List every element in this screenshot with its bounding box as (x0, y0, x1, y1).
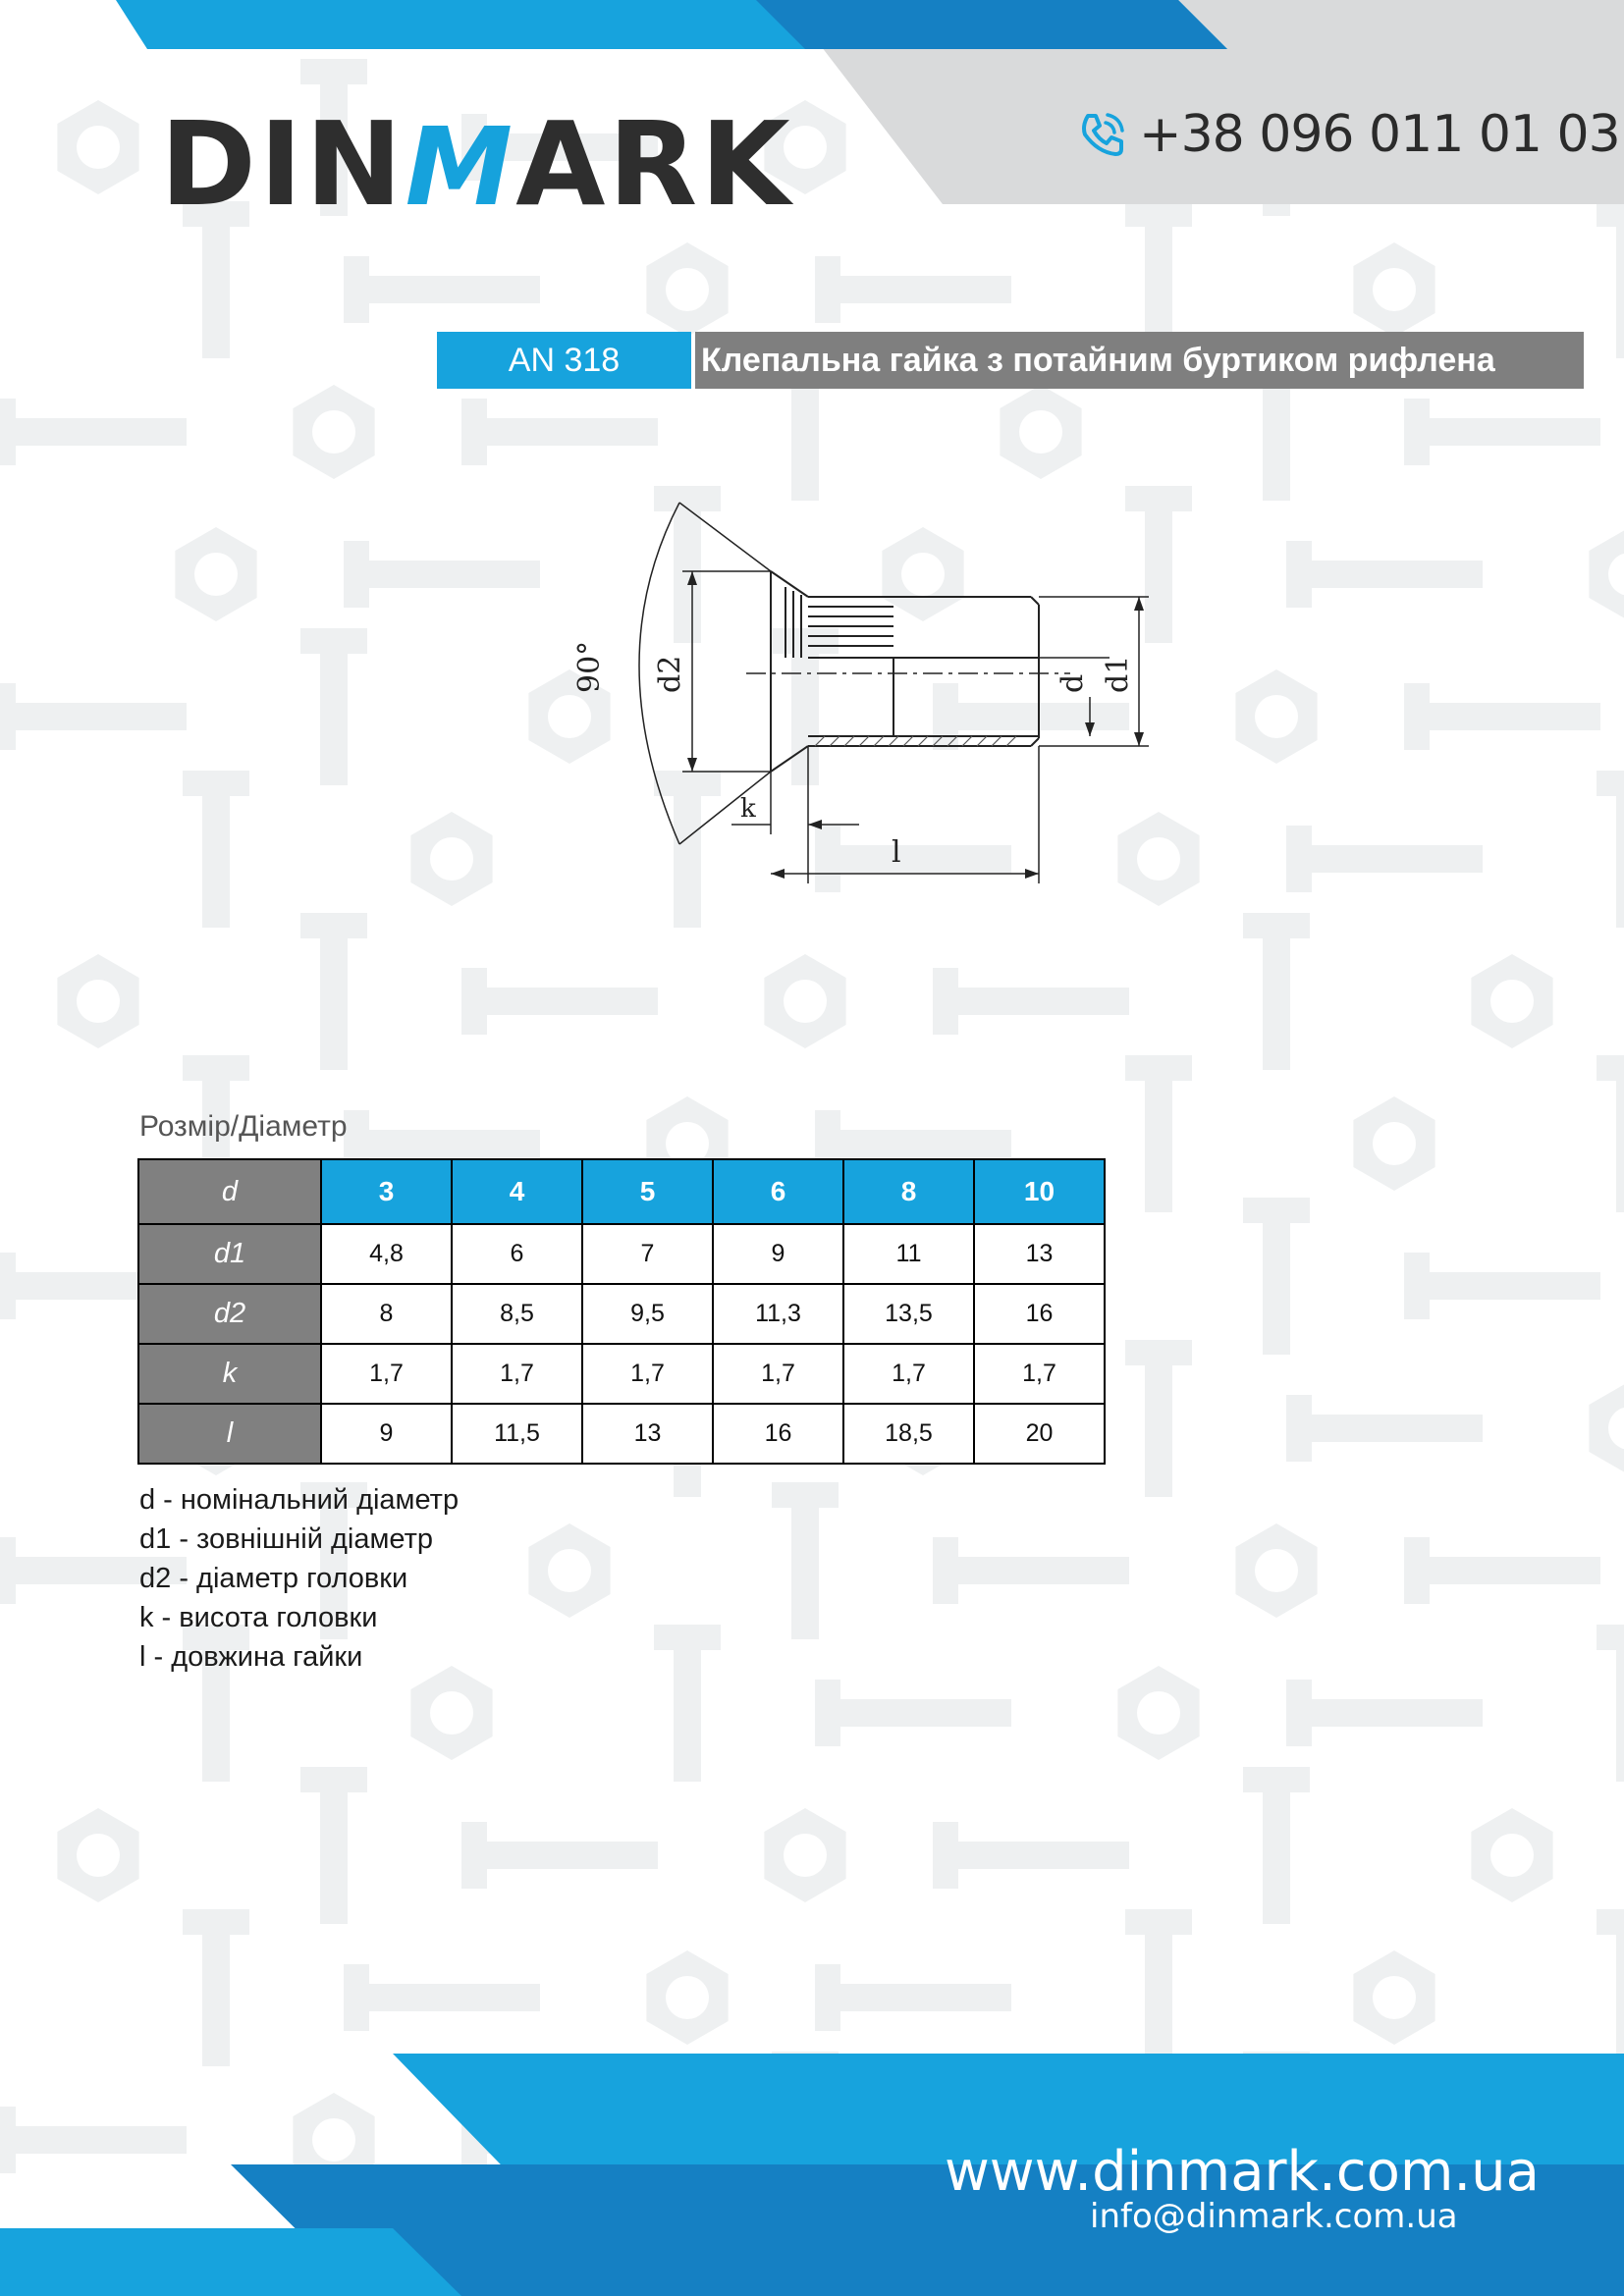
table-cell: 1,7 (452, 1344, 582, 1404)
pattern-screw (363, 1130, 540, 1157)
table-cell: 1,7 (713, 1344, 843, 1404)
pattern-screw-head (1286, 1680, 1312, 1746)
pattern-screw-head (461, 1822, 487, 1889)
row-header: l (138, 1404, 321, 1464)
pattern-screw-head (183, 771, 249, 796)
pattern-screw (952, 1842, 1129, 1869)
pattern-screw-head (1597, 1625, 1624, 1650)
k-label: k (740, 794, 756, 824)
pattern-screw-head (0, 399, 16, 465)
pattern-screw (1616, 1929, 1624, 2066)
legend-item: d - номінальний діаметр (139, 1484, 460, 1516)
size-header: 5 (582, 1159, 713, 1224)
legend-item: k - висота головки (139, 1602, 378, 1633)
pattern-screw-head (654, 1625, 721, 1650)
dinmark-logo (160, 96, 793, 232)
pattern-screw (791, 1502, 819, 1639)
pattern-screw-head (461, 399, 487, 465)
pattern-screw-head (1286, 1395, 1312, 1462)
size-header: 6 (713, 1159, 843, 1224)
pattern-screw-head (1404, 1253, 1430, 1319)
pattern-screw-head (1597, 1909, 1624, 1935)
pattern-nut-hole (1373, 1122, 1416, 1165)
pattern-screw (1306, 845, 1483, 873)
pattern-screw-head (0, 1537, 16, 1604)
technical-drawing (560, 461, 1168, 913)
pattern-screw-head (0, 1253, 16, 1319)
pattern-screw (835, 1130, 1011, 1157)
size-header: 4 (452, 1159, 582, 1224)
pattern-screw (1306, 561, 1483, 588)
pattern-screw (1616, 1644, 1624, 1782)
table-cell: 6 (452, 1224, 582, 1284)
logo-text-left: DIN (160, 96, 406, 232)
pattern-nut-hole (784, 1834, 827, 1877)
phone-icon (1078, 110, 1127, 159)
pattern-screw-head (815, 1964, 840, 2031)
pattern-screw (1616, 1075, 1624, 1212)
pattern-nut-hole (1255, 695, 1298, 738)
pattern-screw-head (1404, 1537, 1430, 1604)
pattern-screw (320, 648, 348, 785)
pattern-screw (320, 933, 348, 1070)
pattern-screw-head (300, 628, 367, 654)
table-cell: 1,7 (843, 1344, 974, 1404)
pattern-screw-head (300, 913, 367, 938)
pattern-screw (1424, 418, 1600, 446)
pattern-screw (363, 276, 540, 303)
phone-contact[interactable] (1078, 105, 1620, 164)
legend-item: d2 - діаметр головки (139, 1563, 408, 1594)
pattern-screw-head (1125, 1055, 1192, 1081)
pattern-screw (320, 1787, 348, 1924)
row-header: d (138, 1159, 321, 1224)
pattern-screw (481, 1842, 658, 1869)
table-cell: 1,7 (321, 1344, 452, 1404)
pattern-screw-head (1286, 826, 1312, 892)
pattern-screw (10, 418, 187, 446)
table-cell: 13,5 (843, 1284, 974, 1344)
table-cell: 13 (974, 1224, 1105, 1284)
table-row (138, 1404, 1105, 1464)
pattern-screw (1616, 221, 1624, 358)
pattern-nut-hole (430, 837, 473, 881)
pattern-nut-hole (548, 1549, 591, 1592)
table-cell: 9 (713, 1224, 843, 1284)
pattern-nut-hole (430, 1691, 473, 1735)
pattern-screw-head (461, 968, 487, 1035)
logo-mark: M (405, 104, 516, 230)
pattern-nut-hole (77, 1834, 120, 1877)
pattern-screw (674, 1644, 701, 1782)
pattern-screw (1263, 1787, 1290, 1924)
table-cell: 8 (321, 1284, 452, 1344)
standard-code: AN 318 (437, 332, 691, 389)
pattern-screw-head (183, 1909, 249, 1935)
website-link[interactable]: www.dinmark.com.ua (945, 2140, 1540, 2204)
pattern-screw-head (344, 256, 369, 323)
pattern-screw-head (1404, 399, 1430, 465)
legend (139, 1480, 459, 1677)
pattern-screw (835, 1699, 1011, 1727)
pattern-screw-head (815, 256, 840, 323)
pattern-nut-hole (1490, 980, 1534, 1023)
pattern-nut-hole (666, 1976, 709, 2019)
pattern-screw-head (933, 1822, 958, 1889)
table-cell: 16 (713, 1404, 843, 1464)
table-cell: 13 (582, 1404, 713, 1464)
table-cell: 7 (582, 1224, 713, 1284)
pattern-screw (835, 1984, 1011, 2011)
angle-label: 90° (572, 640, 607, 693)
size-header: 10 (974, 1159, 1105, 1224)
pattern-screw-head (1243, 913, 1310, 938)
table-cell: 18,5 (843, 1404, 974, 1464)
pattern-screw-head (183, 1055, 249, 1081)
table-cell: 9 (321, 1404, 452, 1464)
d-label: d (1056, 673, 1090, 693)
table-row (138, 1284, 1105, 1344)
pattern-screw-head (933, 1537, 958, 1604)
pattern-screw-head (1243, 1198, 1310, 1223)
pattern-screw (1145, 1075, 1172, 1212)
pattern-screw (1306, 1415, 1483, 1442)
pattern-nut-hole (1137, 1691, 1180, 1735)
size-header: 3 (321, 1159, 452, 1224)
pattern-screw-head (1243, 1767, 1310, 1792)
pattern-screw-head (300, 1767, 367, 1792)
pattern-screw (363, 561, 540, 588)
pattern-screw (202, 790, 230, 928)
pattern-screw (1306, 1699, 1483, 1727)
pattern-nut-hole (784, 980, 827, 1023)
row-header: d1 (138, 1224, 321, 1284)
pattern-nut-hole (1373, 268, 1416, 311)
pattern-nut-hole (194, 553, 238, 596)
table-cell: 16 (974, 1284, 1105, 1344)
table-cell: 1,7 (974, 1344, 1105, 1404)
pattern-screw-head (815, 1680, 840, 1746)
table-cell: 8,5 (452, 1284, 582, 1344)
pattern-nut-hole (312, 410, 355, 454)
table-cell: 9,5 (582, 1284, 713, 1344)
pattern-screw (1145, 1929, 1172, 2066)
pattern-nut-hole (1019, 410, 1062, 454)
table-cell: 11,3 (713, 1284, 843, 1344)
pattern-screw-head (1125, 1340, 1192, 1365)
legend-item: l - довжина гайки (139, 1641, 363, 1673)
pattern-screw-head (1404, 683, 1430, 750)
pattern-nut-hole (1373, 1976, 1416, 2019)
pattern-screw-head (344, 541, 369, 608)
pattern-screw (835, 276, 1011, 303)
pattern-screw-head (1125, 1909, 1192, 1935)
row-header: d2 (138, 1284, 321, 1344)
pattern-nut-hole (666, 268, 709, 311)
pattern-screw (481, 418, 658, 446)
legend-item: d1 - зовнішній діаметр (139, 1523, 433, 1555)
pattern-screw-head (1286, 541, 1312, 608)
phone-number[interactable]: +38 096 011 01 03 (1139, 105, 1620, 164)
pattern-screw-head (1597, 771, 1624, 796)
d1-label: d1 (1101, 655, 1135, 693)
table-cell: 11 (843, 1224, 974, 1284)
table-row (138, 1344, 1105, 1404)
pattern-screw-head (344, 1964, 369, 2031)
pattern-screw (952, 988, 1129, 1015)
d2-label: d2 (653, 655, 687, 693)
pattern-nut-hole (1255, 1549, 1298, 1592)
pattern-screw (1424, 703, 1600, 730)
table-cell: 11,5 (452, 1404, 582, 1464)
pattern-screw (202, 221, 230, 358)
table-caption: Розмір/Діаметр (139, 1110, 348, 1143)
pattern-screw (1424, 1272, 1600, 1300)
table-cell: 4,8 (321, 1224, 452, 1284)
pattern-screw-head (0, 683, 16, 750)
pattern-screw (1616, 790, 1624, 928)
table-cell: 20 (974, 1404, 1105, 1464)
pattern-nut-hole (77, 980, 120, 1023)
pattern-screw (1263, 1217, 1290, 1355)
email-link[interactable]: info@dinmark.com.ua (1090, 2197, 1458, 2236)
size-header: 8 (843, 1159, 974, 1224)
standard-title: Клепальна гайка з потайним буртиком рифлена (695, 332, 1584, 389)
pattern-screw (202, 1929, 230, 2066)
pattern-screw-head (933, 968, 958, 1035)
pattern-screw (952, 1557, 1129, 1584)
pattern-screw (363, 1984, 540, 2011)
table-header-row (138, 1159, 1105, 1224)
logo-text-right: ARK (515, 96, 793, 232)
l-label: l (892, 835, 901, 870)
pattern-screw (1145, 1360, 1172, 1497)
pattern-screw-head (1597, 1055, 1624, 1081)
pattern-screw (10, 703, 187, 730)
pattern-screw-head (772, 1482, 839, 1508)
pattern-screw (481, 988, 658, 1015)
pattern-screw (1263, 933, 1290, 1070)
table-cell: 1,7 (582, 1344, 713, 1404)
dimensions-table (137, 1158, 1106, 1465)
pattern-screw (1424, 1557, 1600, 1584)
row-header: k (138, 1344, 321, 1404)
table-row (138, 1224, 1105, 1284)
pattern-nut-hole (1490, 1834, 1534, 1877)
